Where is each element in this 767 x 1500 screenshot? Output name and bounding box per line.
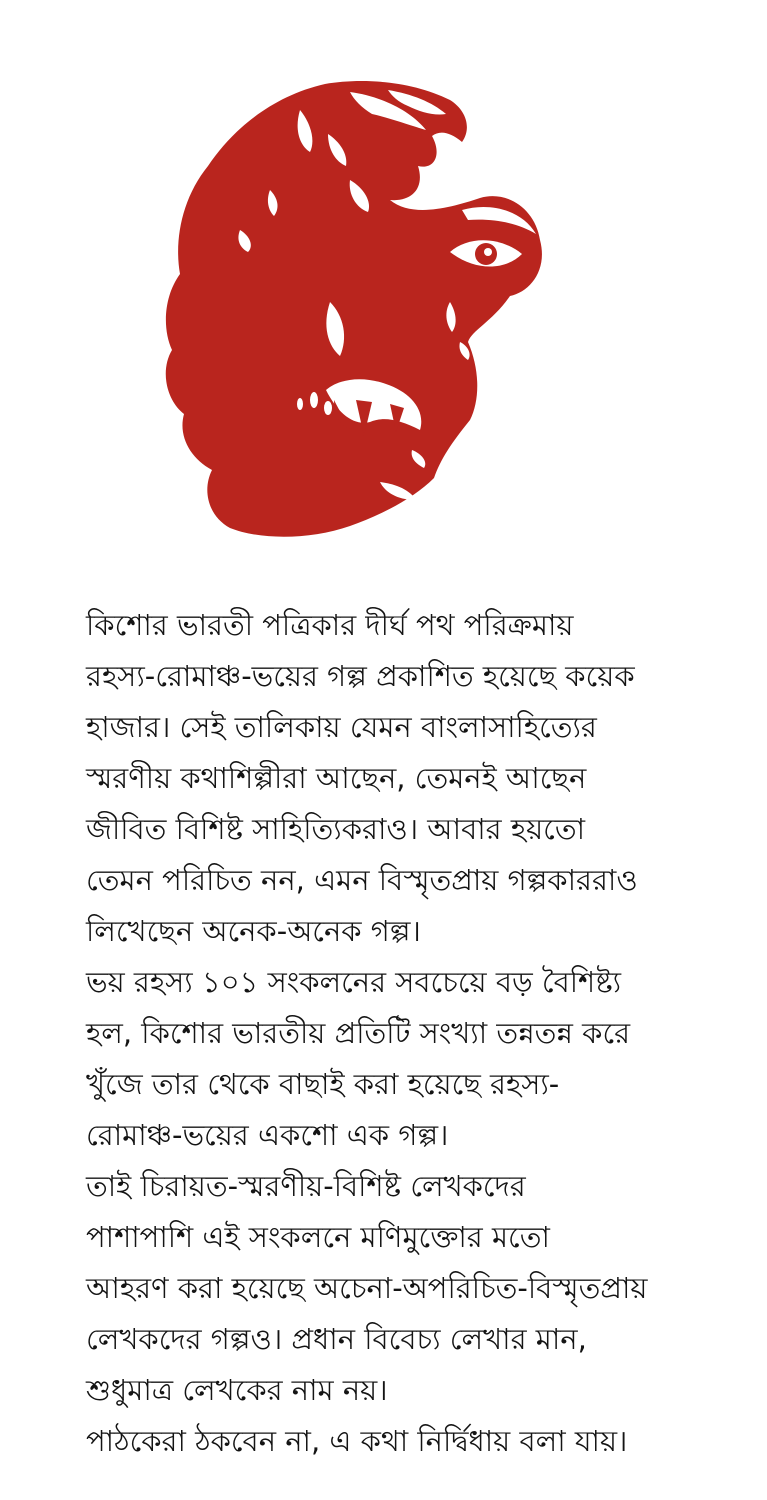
- blurb-text: [86, 600, 726, 1467]
- blurb-line: স্মরণীয় কথাশিল্পীরা আছেন, তেমনই আছেন: [86, 761, 587, 795]
- blurb-line: তাই চিরায়ত-স্মরণীয়-বিশিষ্ট লেখকদের: [86, 1169, 526, 1203]
- blurb-line: লেখকদের গল্পও। প্রধান বিবেচ্য লেখার মান,: [86, 1322, 587, 1356]
- blurb-line: পাঠকেরা ঠকবেন না, এ কথা নির্দ্বিধায় বলা যায়।: [86, 1424, 628, 1458]
- blurb-line: লিখেছেন অনেক-অনেক গল্প।: [86, 914, 421, 948]
- screaming-vampire-face-icon: [150, 70, 580, 550]
- blurb-line: কিশোর ভারতী পত্রিকার দীর্ঘ পথ পরিক্রমায়: [86, 608, 574, 642]
- blurb-line: রহস্য-রোমাঞ্চ-ভয়ের গল্প প্রকাশিত হয়েছে কয়েক: [86, 659, 635, 693]
- blurb-line: হাজার। সেই তালিকায় যেমন বাংলাসাহিত্যের: [86, 710, 597, 744]
- blurb-line: খুঁজে তার থেকে বাছাই করা হয়েছে রহস্য-: [86, 1067, 560, 1101]
- blurb-line: শুধুমাত্র লেখকের নাম নয়।: [86, 1373, 388, 1407]
- blurb-line: ভয় রহস্য ১০১ সংকলনের সবচেয়ে বড় বৈশিষ্ট্য: [86, 965, 621, 999]
- blurb-line: রোমাঞ্চ-ভয়ের একশো এক গল্প।: [86, 1118, 449, 1152]
- blurb-line: হল, কিশোর ভারতীয় প্রতিটি সংখ্যা তন্নতন্ন করে: [86, 1016, 631, 1050]
- blurb-line: পাশাপাশি এই সংকলনে মণিমুক্তোর মতো: [86, 1220, 550, 1254]
- blurb-line: জীবিত বিশিষ্ট সাহিত্যিকরাও। আবার হয়তো: [86, 812, 585, 846]
- blurb-line: আহরণ করা হয়েছে অচেনা-অপরিচিত-বিস্মৃতপ্রায়: [86, 1271, 648, 1305]
- blurb-line: তেমন পরিচিত নন, এমন বিস্মৃতপ্রায় গল্পকাররাও: [86, 863, 638, 897]
